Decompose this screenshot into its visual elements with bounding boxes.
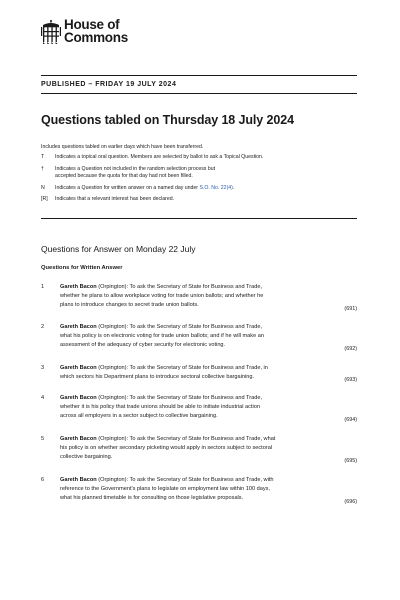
question-number: 2: [41, 324, 45, 330]
key-text: Indicates that a relevant interest has been declared.: [55, 196, 175, 202]
member-name: Gareth Bacon: [60, 365, 97, 371]
logo-line-2: Commons: [64, 29, 128, 45]
question-text: Gareth Bacon (Orpington): To ask the Secretary of State for Business and Trade, what his policy is on electronic voting for trade union ballots; and if he will make an assessment of the adequacy of cyber security for electronic voting.: [60, 324, 264, 348]
logo-wordmark: [64, 19, 128, 44]
key-text: Indicates a Question not included in the random selection process but: [55, 166, 216, 172]
key-symbol: N: [41, 185, 45, 191]
question-text: Gareth Bacon (Orpington): To ask the Secretary of State for Business and Trade, what his policy is on whether secondary picketing would apply in sectors subject to sectoral collective bargaining.: [60, 436, 276, 460]
question-text: Gareth Bacon (Orpington): To ask the Secretary of State for Business and Trade, in which sectors his Department plans to introduce sectoral collective bargaining.: [60, 365, 268, 380]
question-number: 3: [41, 365, 45, 371]
question-text: Gareth Bacon (Orpington): To ask the Secretary of State for Business and Trade, whether it is his policy that trade unions should be able to initiate industrial action across all employers in a sector subject to collective bargaining.: [60, 395, 262, 419]
key-symbol: T: [41, 154, 45, 160]
question-ref: (691): [344, 306, 357, 312]
published-rule: [41, 93, 357, 94]
question-ref: (696): [344, 499, 357, 505]
question-number: 4: [41, 395, 45, 401]
key-symbol: [R]: [41, 196, 48, 202]
question-text: Gareth Bacon (Orpington): To ask the Secretary of State for Business and Trade, whether he plans to allow workplace voting for trade union ballots; and whether he plans to introduce changes to secret trade union ballots.: [60, 284, 264, 308]
question-item: [41, 364, 357, 384]
standing-order-link[interactable]: S.O. No. 22(4): [199, 185, 233, 191]
question-item: [41, 476, 357, 506]
member-name: Gareth Bacon: [60, 477, 97, 483]
member-name: Gareth Bacon: [60, 324, 97, 330]
house-of-commons-logo: [41, 19, 128, 44]
question-ref: (693): [344, 377, 357, 383]
question-ref: (694): [344, 417, 357, 423]
top-rule: [41, 75, 357, 76]
question-number: 6: [41, 477, 45, 483]
question-ref: (692): [344, 346, 357, 352]
intro-text: Includes questions tabled on earlier days which have been transferred.: [41, 144, 204, 150]
question-item: [41, 283, 357, 313]
key-text: Indicates a Question for written answer on a named day under: [55, 185, 200, 191]
question-number: 1: [41, 284, 45, 290]
page-title: Questions tabled on Thursday 18 July 2024: [41, 113, 294, 127]
section-subtitle: Questions for Written Answer: [41, 265, 123, 271]
key-text: accepted because the quota for that day had not been filled.: [55, 173, 193, 179]
logo-line-1: House of: [64, 17, 120, 32]
question-text: Gareth Bacon (Orpington): To ask the Secretary of State for Business and Trade, with reference to the Government's plans to legislate on employment law within 100 days, what his planned timetable is for consulting on those legislative proposals.: [60, 477, 274, 501]
question-item: [41, 435, 357, 465]
section-rule: [41, 218, 357, 219]
question-item: [41, 323, 357, 353]
question-item: [41, 394, 357, 424]
key-text: Indicates a topical oral question. Members are selected by ballot to ask a Topical Question.: [55, 154, 264, 160]
member-name: Gareth Bacon: [60, 395, 97, 401]
portcullis-icon: [41, 20, 61, 44]
question-number: 5: [41, 436, 45, 442]
key-symbol: †: [41, 166, 44, 172]
key-text-suffix: .: [232, 185, 235, 191]
member-name: Gareth Bacon: [60, 436, 97, 442]
member-name: Gareth Bacon: [60, 284, 97, 290]
section-title: Questions for Answer on Monday 22 July: [41, 244, 196, 254]
published-date: PUBLISHED – FRIDAY 19 JULY 2024: [41, 81, 177, 88]
question-ref: (695): [344, 458, 357, 464]
